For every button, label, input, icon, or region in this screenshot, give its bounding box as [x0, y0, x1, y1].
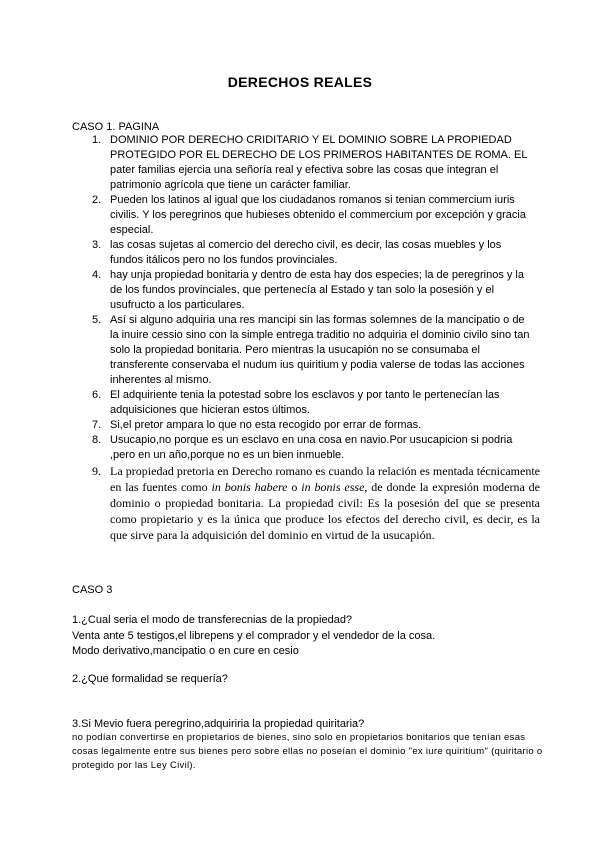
list-item-text: Si,el pretor ampara lo que no esta recogido por errar de formas.	[110, 419, 422, 431]
list-item	[72, 418, 532, 433]
question-3: 3.Si Mevio fuera peregrino,adquiriria la propiedad quiritaria?	[72, 718, 365, 730]
answer-1-line-1: Venta ante 5 testigos,el librepens y el comprador y el vendedor de la cosa.	[72, 630, 436, 642]
caso1-list	[72, 133, 540, 543]
list-item	[72, 463, 540, 543]
list-item	[72, 133, 532, 193]
list-item	[72, 388, 532, 418]
list-item-text: Usucapio,no porque es un esclavo en una cosa en navio.Por usucapicion si podria ,pero en un año,porque no es un bien inmueble.	[110, 434, 513, 461]
latin-term: in bonis habere	[211, 480, 288, 494]
list-item-text: La propiedad pretoria en Derecho romano es cuando la relación es mentada técnicamente en las fuentes como	[110, 464, 540, 494]
list-number: 3.	[92, 239, 102, 251]
list-number: 1.	[92, 134, 102, 146]
answer-3: no podían convertirse en propietarios de bienes, sino solo en propietarios bonitarios que tenían esas cosas legalmente entre sus bienes pero sobre ellas no poseían el dominio "ex iure quiritium" (quiritario o protegido por las Ley Civil).	[72, 732, 543, 771]
list-number: 9.	[92, 464, 101, 478]
latin-term: in bonis esse	[301, 480, 365, 494]
list-item-text: las cosas sujetas al comercio del derecho civil, es decir, las cosas muebles y los fundos itálicos pero no los fundos provinciales.	[110, 239, 502, 266]
list-number: 4.	[92, 269, 102, 281]
caso3-heading: CASO 3	[72, 584, 113, 596]
list-item-text: DOMINIO POR DERECHO CRIDITARIO Y EL DOMINIO SOBRE LA PROPIEDAD PROTEGIDO POR EL DERECHO DE LOS PRIMEROS HABITANTES DE ROMA. EL pater familias ejercia una señoría real y efectiva sobre las cosas que integran el patrimonio agrícola que tiene un carácter familiar.	[110, 134, 528, 191]
list-number: 6.	[92, 389, 102, 401]
list-item-text: o	[287, 480, 302, 494]
list-item	[72, 313, 532, 388]
list-item	[72, 268, 532, 313]
document-title: DERECHOS REALES	[227, 74, 373, 90]
list-number: 7.	[92, 419, 102, 431]
list-number: 8.	[92, 434, 102, 446]
list-item-text: Pueden los latinos al igual que los ciudadanos romanos si tenian commercium iuris civilis. Y los peregrinos que hubieses obtenido el commercium por excepción y gracia especial.	[110, 194, 526, 236]
list-number: 2.	[92, 194, 102, 206]
caso1-heading: CASO 1. PAGINA	[72, 121, 160, 133]
list-item-text: , de donde la expresión moderna de dominio o propiedad bonitaria. La propiedad civil: Es la posesión del que se presenta como propietario y es la única que produce los efectos del derecho civil, es decir, es la que sirve para la adquisición del dominio en virtud de la usucapión.	[110, 480, 540, 542]
answer-1-line-2: Modo derivativo,mancipatio o en cure en cesio	[72, 645, 299, 657]
list-item-text: El adquiriente tenia la potestad sobre los esclavos y por tanto le pertenecían las adquisiciones que hicieran estos últimos.	[110, 389, 500, 416]
list-item-text: hay unja propiedad bonitaria y dentro de esta hay dos especies; la de peregrinos y la de los fundos provinciales, que pertenecía al Estado y tan solo la posesión y el usufructo a los particulares.	[110, 269, 524, 311]
question-2: 2.¿Que formalidad se requería?	[72, 673, 228, 685]
list-item	[72, 193, 532, 238]
list-item-text: Así si alguno adquiria una res mancipi sin las formas solemnes de la mancipatio o de la inuire cessio sino con la simple entrega traditio no adquiria el dominio civilo sino tan solo la propiedad bonitaria. Pero mientras la usucapión no se consumaba el transferente conservaba el nudum ius quiritium y podia valerse de todas las acciones inherentes al mismo.	[110, 314, 530, 386]
question-1: 1.¿Cual seria el modo de transferecnias de la propiedad?	[72, 614, 353, 626]
list-number: 5.	[92, 314, 102, 326]
list-item	[72, 433, 532, 463]
list-item	[72, 238, 532, 268]
